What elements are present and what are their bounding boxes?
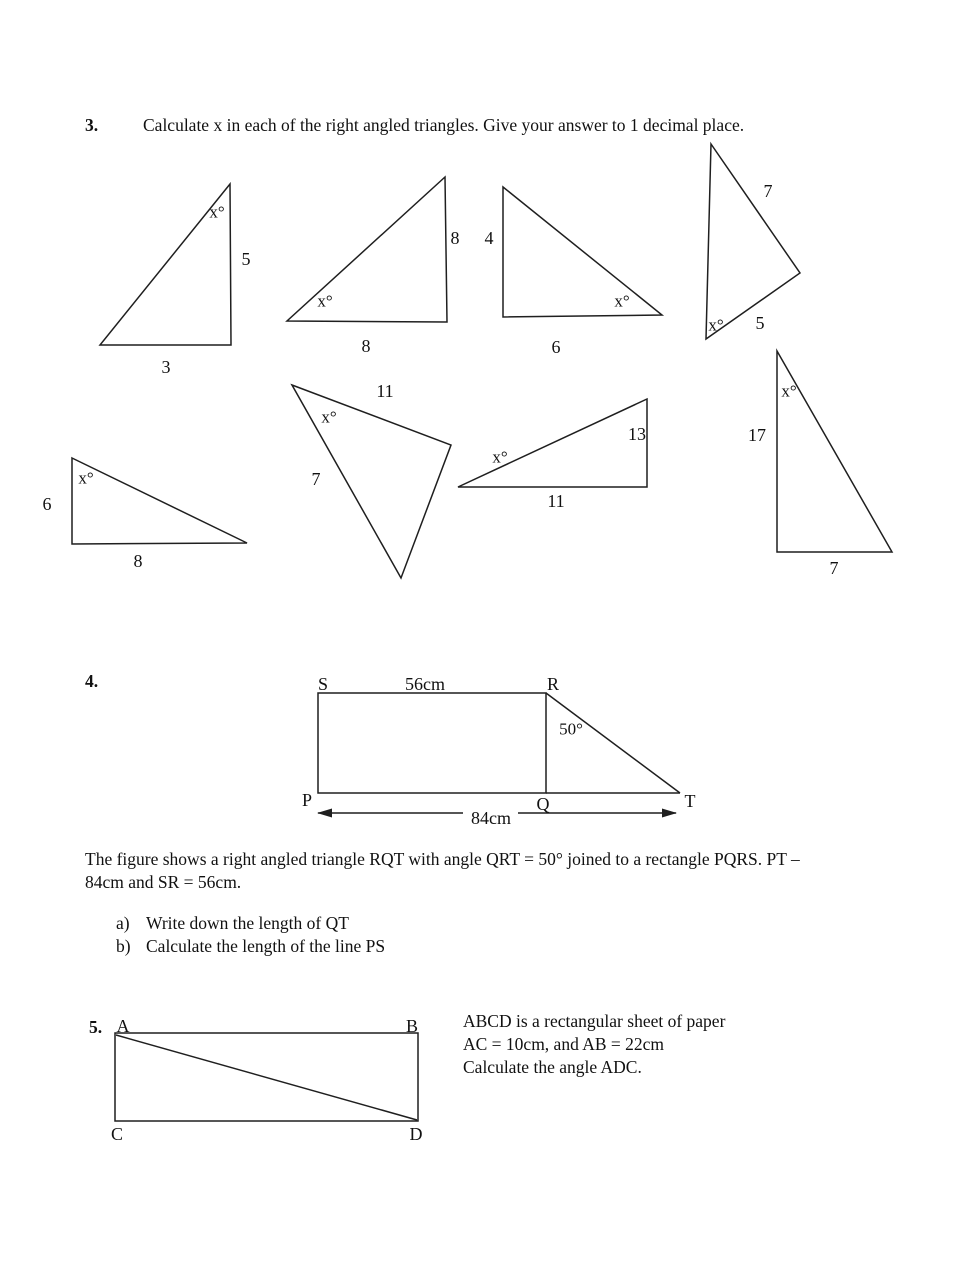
q5-vertex-a-label: A xyxy=(116,1016,130,1036)
triangle-7 xyxy=(458,399,647,487)
q4-item-a-text: Write down the length of QT xyxy=(146,913,349,933)
q4-vertex-p-label: P xyxy=(301,790,313,810)
t8-base-label: 7 xyxy=(829,558,839,578)
t2-base-label: 8 xyxy=(361,336,371,356)
q4-rectangle-pqrs xyxy=(318,693,546,793)
t6-angle-label: x° xyxy=(321,407,337,427)
q4-vertex-t-label: T xyxy=(684,791,696,811)
t7-base-label: 11 xyxy=(547,491,565,511)
t5-left-side-label: 6 xyxy=(42,494,52,514)
q4-item-a-marker: a) xyxy=(116,913,130,933)
q4-item-a xyxy=(116,912,349,935)
q4-angle-label: 50° xyxy=(559,719,583,739)
q4-paragraph-line2: 84cm and SR = 56cm. xyxy=(85,872,242,892)
q3-figures xyxy=(72,144,892,578)
t1-right-side-label: 5 xyxy=(241,249,251,269)
q4-paragraph xyxy=(85,848,800,894)
q4-sr-length-label: 56cm xyxy=(405,674,445,694)
triangle-4 xyxy=(706,144,800,339)
t6-left-side-label: 7 xyxy=(311,469,321,489)
q5-figure xyxy=(115,1033,418,1121)
triangle-5 xyxy=(72,458,247,544)
t4-base-label: 5 xyxy=(755,313,765,333)
q5-text xyxy=(463,1010,725,1079)
t5-angle-label: x° xyxy=(78,468,94,488)
triangle-2 xyxy=(287,177,447,322)
q4-vertex-q-label: Q xyxy=(536,794,550,814)
q5-text-line3: Calculate the angle ADC. xyxy=(463,1057,642,1077)
t6-top-side-label: 11 xyxy=(376,381,394,401)
q5-vertex-d-label: D xyxy=(409,1124,423,1144)
q4-arrowhead-left-icon xyxy=(317,809,332,818)
t7-angle-label: x° xyxy=(492,447,508,467)
t4-hypotenuse-label: 7 xyxy=(763,181,773,201)
q5-text-line2: AC = 10cm, and AB = 22cm xyxy=(463,1034,665,1054)
t3-base-label: 6 xyxy=(551,337,561,357)
q5-number: 5. xyxy=(89,1017,103,1037)
t2-right-side-label: 8 xyxy=(450,228,460,248)
q4-item-b-marker: b) xyxy=(116,936,131,956)
t3-angle-label: x° xyxy=(614,291,630,311)
q4-paragraph-line1: The figure shows a right angled triangle RQT with angle QRT = 50° joined to a rectangle PQRS. PT – xyxy=(85,849,800,869)
q4-number: 4. xyxy=(85,671,99,691)
t4-angle-label: x° xyxy=(708,315,724,335)
q4-arrowhead-right-icon xyxy=(662,809,677,818)
q5-diagonal-ad xyxy=(116,1035,417,1120)
t8-left-side-label: 17 xyxy=(748,425,766,445)
t1-angle-label: x° xyxy=(209,202,225,222)
t3-left-side-label: 4 xyxy=(484,228,494,248)
q5-vertex-c-label: C xyxy=(110,1124,124,1144)
q4-vertex-r-label: R xyxy=(546,674,560,694)
q4-figure xyxy=(317,693,680,818)
t1-base-label: 3 xyxy=(161,357,171,377)
q3-prompt: Calculate x in each of the right angled triangles. Give your answer to 1 decimal place. xyxy=(143,115,745,135)
t8-angle-label: x° xyxy=(781,381,797,401)
q4-pt-length-label: 84cm xyxy=(471,808,511,828)
q3-number: 3. xyxy=(85,115,99,135)
t2-angle-label: x° xyxy=(317,291,333,311)
q5-text-line1: ABCD is a rectangular sheet of paper xyxy=(463,1011,726,1031)
t5-base-label: 8 xyxy=(133,551,143,571)
q4-item-b-text: Calculate the length of the line PS xyxy=(146,936,386,956)
q5-vertex-b-label: B xyxy=(405,1016,419,1036)
triangle-3 xyxy=(503,187,662,317)
q4-item-b xyxy=(116,935,385,958)
q4-vertex-s-label: S xyxy=(317,674,329,694)
q4-hypotenuse-rt xyxy=(546,693,680,793)
t7-right-side-label: 13 xyxy=(628,424,646,444)
